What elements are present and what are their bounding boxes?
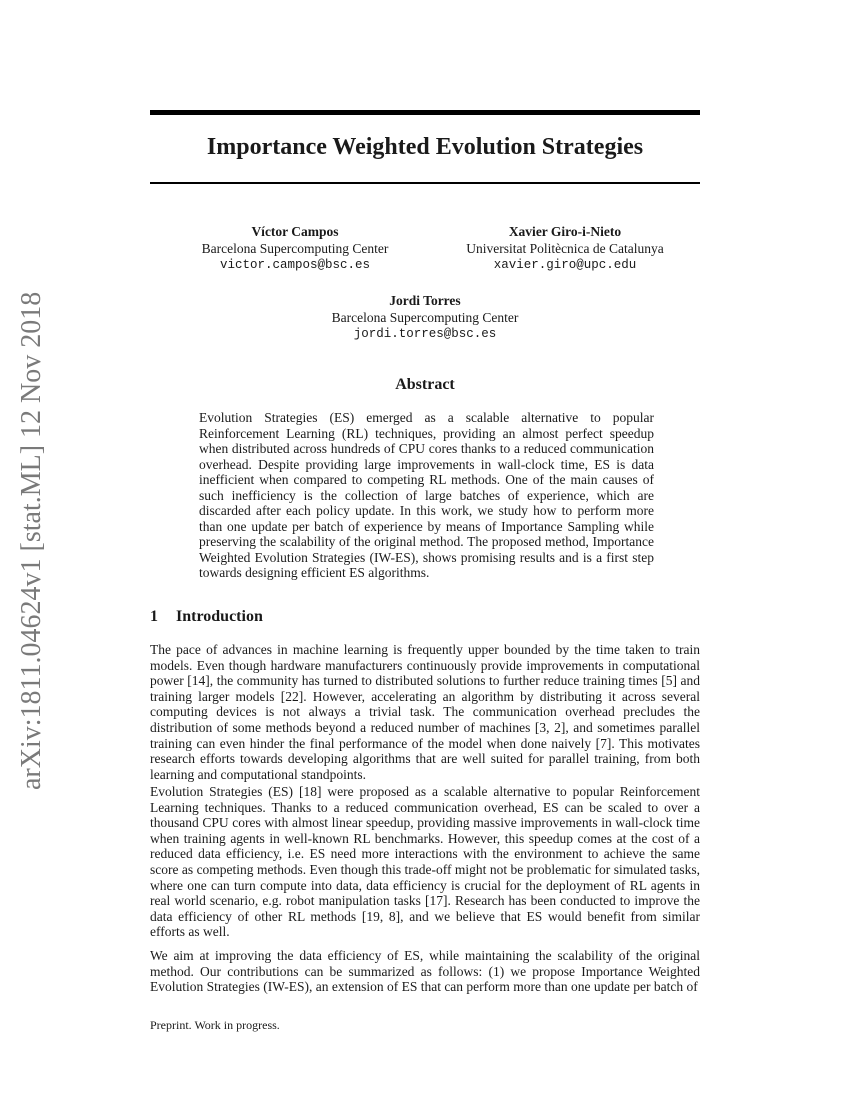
body-paragraph: We aim at improving the data efficiency of ES, while maintaining the scalability of the original method. Our contributions can be summarized as follows: (1) we propose Importance Weighted Evolution Strategies (IW-ES), an extension of ES that can perform more than one update per batch of xyxy=(150,948,700,995)
body-paragraph: Evolution Strategies (ES) [18] were proposed as a scalable alternative to popular Reinforcement Learning techniques. Thanks to a reduced communication overhead, ES can be scaled to over a thousand CPU cores with almost linear speedup, providing massive improvements in wall-clock time when training agents in well-known RL benchmarks. However, this speedup comes at the cost of a reduced data efficiency, i.e. ES need more interactions with the environment to achieve the same score as competing methods. Even though this trade-off might not be problematic for simulated tasks, where one can turn compute into data, data efficiency is crucial for the deployment of RL agents in real world scenario, e.g. robot manipulation tasks [17]. Research has been conducted to improve the data efficiency of other RL methods [19, 8], and we believe that ES would benefit from similar efforts as well. xyxy=(150,784,700,940)
section-number: 1 xyxy=(150,608,158,625)
author-name: Xavier Giro-i-Nieto xyxy=(508,224,622,239)
arxiv-side-label: arXiv:1811.04624v1 [stat.ML] 12 Nov 2018 xyxy=(16,291,47,790)
abstract-heading: Abstract xyxy=(395,376,455,393)
author-email: victor.campos@bsc.es xyxy=(219,258,371,272)
author-name: Víctor Campos xyxy=(251,224,339,239)
author-email: xavier.giro@upc.edu xyxy=(493,258,637,272)
author-block xyxy=(435,223,695,274)
author-name: Jordi Torres xyxy=(389,293,461,308)
author-affiliation: Barcelona Supercomputing Center xyxy=(201,241,389,256)
abstract-text: Evolution Strategies (ES) emerged as a scalable alternative to popular Reinforcement Learning (RL) techniques, providing an almost perfect speedup when distributed across hundreds of CPU cores thanks to a reduced communication overhead. Despite providing large improvements in wall-clock time, ES is data inefficient when compared to competing RL methods. One of the main causes of such inefficiency is the collection of large batches of experience, which are discarded after each policy update. In this work, we study how to perform more than one update per batch of experience by means of Importance Sampling while preserving the scalability of the original method. The proposed method, Importance Weighted Evolution Strategies (IW-ES), shows promising results and is a first step towards designing efficient ES algorithms. xyxy=(199,410,654,580)
title-rule-top xyxy=(150,110,700,115)
section-title: Introduction xyxy=(176,608,263,625)
footnote: Preprint. Work in progress. xyxy=(150,1018,280,1032)
author-affiliation: Barcelona Supercomputing Center xyxy=(331,310,519,325)
author-block xyxy=(180,223,410,274)
author-block xyxy=(300,292,550,343)
title-rule-bottom xyxy=(150,182,700,184)
author-email: jordi.torres@bsc.es xyxy=(353,327,497,341)
body-paragraph: The pace of advances in machine learning is frequently upper bounded by the time taken to train models. Even though hardware manufacturers continuously provide improvements in computational power [14], the community has turned to distributed solutions to further reduce training times [5] and training larger models [22]. However, accelerating an algorithm by distributing it across several computing devices is not always a trivial task. The communication overhead precludes the distribution of some methods beyond a reduced number of machines [3, 2], and sometimes parallel training can even hinder the final performance of the model when done naively [7]. This motivates research efforts towards developing algorithms that are well suited for parallel training, from both learning and computational standpoints. xyxy=(150,642,700,782)
section-heading xyxy=(150,608,263,626)
paper-title: Importance Weighted Evolution Strategies xyxy=(206,134,644,160)
author-affiliation: Universitat Politècnica de Catalunya xyxy=(466,241,664,256)
